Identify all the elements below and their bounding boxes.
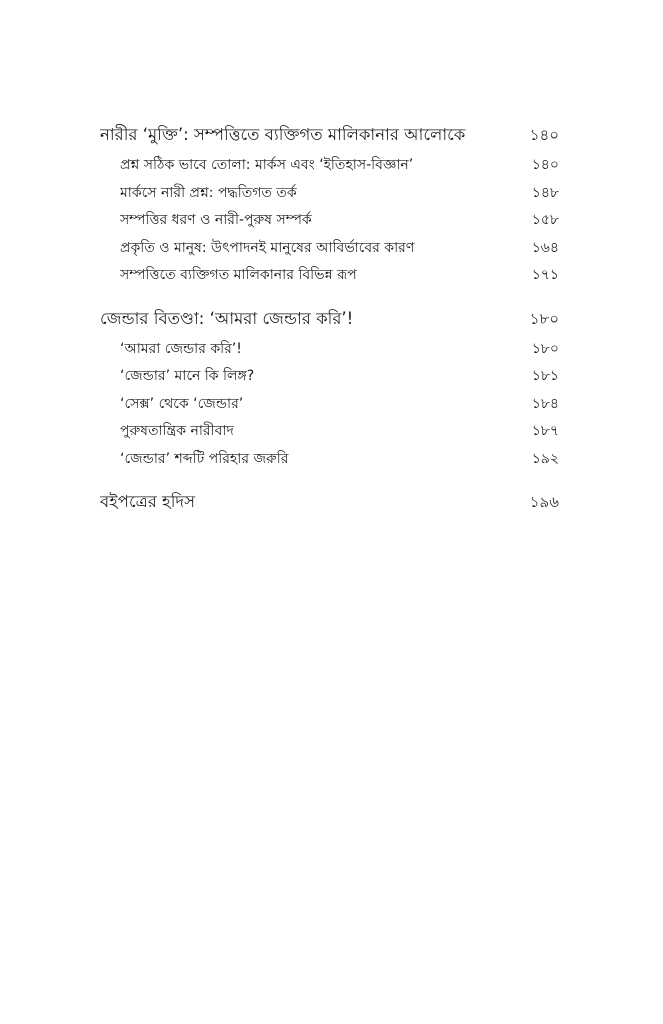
toc-subsection-entry (100, 446, 559, 474)
subsection-page-number: ১৮১ (531, 368, 559, 384)
chapter-title: নারীর ‘মুক্তি’: সম্পত্তিতে ব্যক্তিগত মালিকানার আলোকে (100, 125, 466, 144)
subsection-title: প্রশ্ন সঠিক ভাবে তোলা: মার্কস এবং ‘ইতিহাস-বিজ্ঞান’ (120, 157, 414, 173)
chapter-page-number: ১৪০ (529, 126, 559, 144)
subsection-title: ‘জেন্ডার’ মানে কি লিঙ্গ? (120, 368, 255, 384)
toc-subsection-entry (100, 363, 559, 391)
toc-subsection-entry (100, 336, 559, 364)
toc-subsection-entry (100, 262, 559, 290)
chapter-page-number: ১৮০ (529, 309, 559, 328)
subsection-title: পুরুষতান্ত্রিক নারীবাদ (120, 423, 234, 439)
toc-subsection-entry (100, 152, 559, 180)
subsection-page-number: ১৭১ (531, 267, 559, 283)
chapter-page-number: ১৯৬ (529, 493, 559, 511)
toc-chapter-entry (100, 302, 559, 336)
subsection-page-number: ১৯২ (531, 450, 559, 467)
subsection-page-number: ১৫৮ (531, 212, 559, 228)
toc-chapter-entry (100, 118, 559, 152)
toc-subsection-entry (100, 391, 559, 419)
subsection-title: মার্কসে নারী প্রশ্ন: পদ্ধতিগত তর্ক (120, 184, 297, 201)
chapter-title: বইপত্রের হদিস (100, 492, 195, 511)
toc-subsection-entry (100, 207, 559, 235)
toc-subsection-entry (100, 180, 559, 208)
subsection-page-number: ১৪০ (531, 157, 559, 173)
subsection-title: সম্পত্তির ধরণ ও নারী-পুরুষ সম্পর্ক (120, 212, 312, 228)
toc-section (100, 302, 559, 474)
toc-section (100, 485, 559, 519)
toc-chapter-entry (100, 485, 559, 519)
subsection-page-number: ১৮৭ (531, 423, 559, 439)
subsection-page-number: ১৮৪ (531, 395, 559, 412)
toc-section (100, 118, 559, 290)
subsection-page-number: ১৪৮ (531, 184, 559, 201)
subsection-title: প্রকৃতি ও মানুষ: উৎপাদনই মানুষের আবির্ভাবের কারণ (120, 239, 415, 256)
subsection-page-number: ১৬৪ (531, 239, 559, 256)
table-of-contents (100, 118, 559, 531)
toc-subsection-entry (100, 418, 559, 446)
subsection-title: ‘সেক্স’ থেকে ‘জেন্ডার’ (120, 395, 244, 412)
subsection-title: ‘জেন্ডার’ শব্দটি পরিহার জরুরি (120, 450, 289, 467)
subsection-title: ‘আমরা জেন্ডার করি’! (120, 340, 242, 357)
subsection-page-number: ১৮০ (531, 340, 559, 357)
chapter-title: জেন্ডার বিতণ্ডা: ‘আমরা জেন্ডার করি’! (100, 308, 354, 328)
subsection-title: সম্পত্তিতে ব্যক্তিগত মালিকানার বিভিন্ন রূপ (120, 267, 357, 283)
toc-subsection-entry (100, 235, 559, 263)
